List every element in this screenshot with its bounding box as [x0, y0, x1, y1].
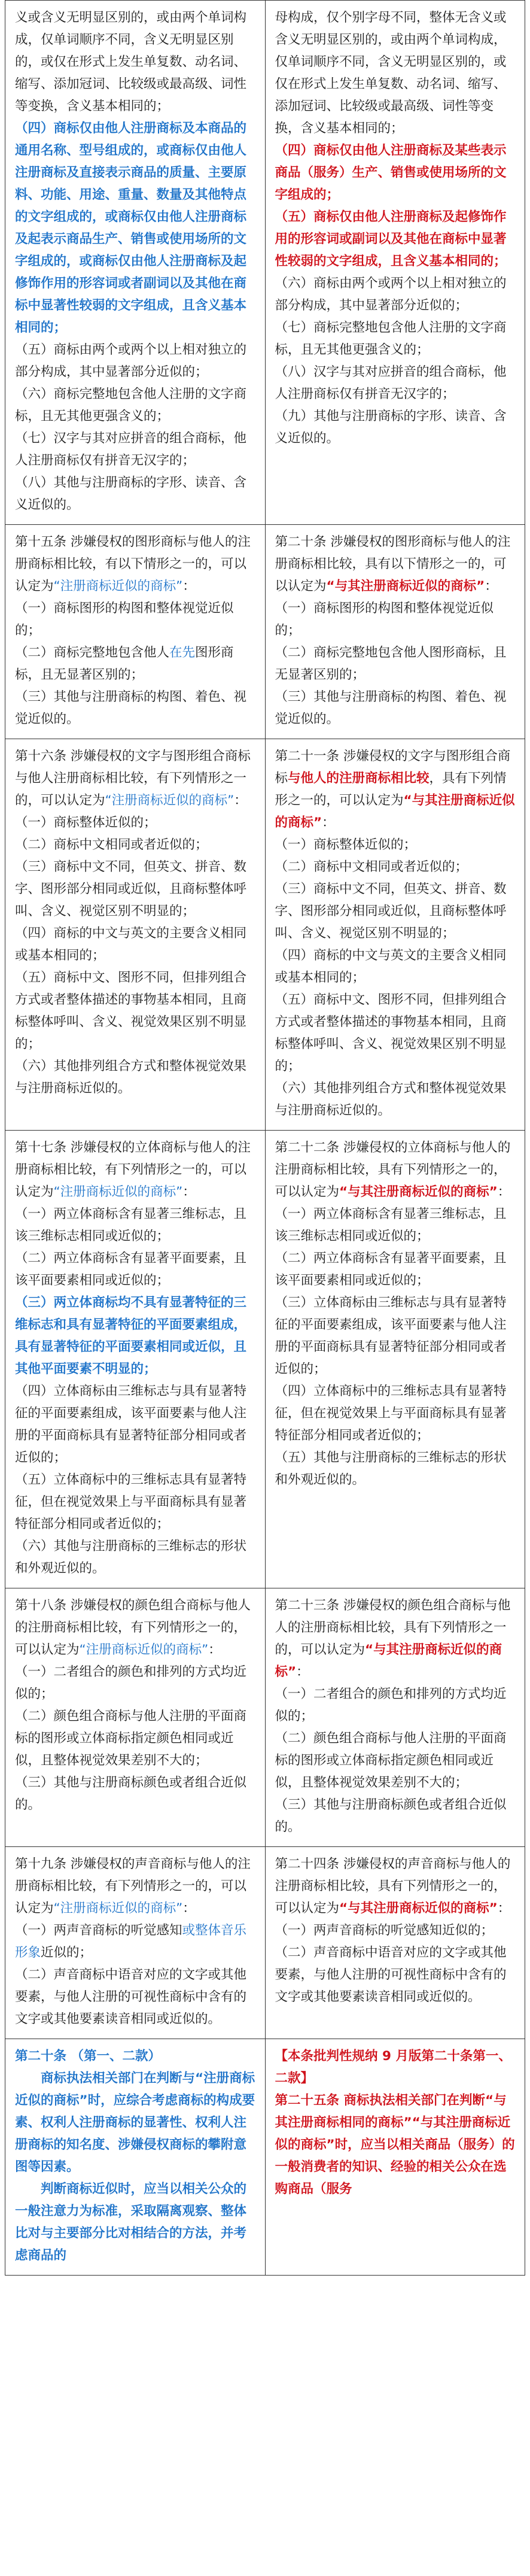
comparison-table — [5, 0, 525, 2276]
text-segment: ： — [182, 579, 196, 594]
text-segment: （九）其他与注册商标的字形、读音、含义近似的。 — [275, 409, 507, 446]
provision-paragraph — [15, 1853, 258, 1919]
text-segment: （二）商标完整地包含他人 — [15, 645, 170, 660]
provision-paragraph — [275, 139, 518, 206]
text-segment: （三）其他与注册商标颜色或者组合近似的。 — [275, 1797, 507, 1834]
provision-paragraph — [15, 856, 258, 922]
provision-paragraph — [275, 317, 518, 361]
text-segment: “注册商标近似的商标” — [53, 579, 183, 594]
new-provision-cell — [265, 2039, 525, 2276]
table-row — [5, 1, 525, 525]
provision-paragraph — [15, 1203, 258, 1247]
provision-paragraph — [275, 1942, 518, 2008]
text-segment: 义或含义无明显区别的，或由两个单词构成，仅单词顺序不同，含义无明显区别的，或仅在形式上发生单复数、动名词、缩写、添加冠词、比较级或最高级、词性等变换，含义基本相同的； — [15, 10, 247, 114]
text-segment: 近似的； — [41, 1945, 93, 1960]
text-segment: “与其注册商标近似的商标” — [339, 1901, 498, 1916]
text-segment: （五）商标中文、图形不同，但排列组合方式或者整体描述的事物基本相同，且商标整体呼叫、含义、视觉效果区别不明显的； — [15, 970, 247, 1052]
text-segment: 第十九条 涉嫌侵权的声音商标与他人的注册商标相比较，有下列情形之一的，可以认定为 — [15, 1857, 251, 1916]
text-segment: 与他人的注册商标相比较 — [288, 771, 430, 786]
text-segment: 判断商标近似时，应当以相关公众的一般注意力为标准，采取隔离观察、整体比对与主要部分比对相结合的方法，并考虑商品的 — [15, 2182, 247, 2263]
text-segment: ： — [182, 1184, 196, 1199]
text-segment: “与其注册商标近似的商标” — [275, 1642, 502, 1679]
provision-paragraph — [15, 117, 258, 339]
provision-paragraph — [275, 597, 518, 642]
text-segment: ： — [497, 1901, 511, 1916]
text-segment: （四）商标的中文与英文的主要含义相同或基本相同的； — [275, 948, 507, 985]
provision-paragraph — [275, 272, 518, 317]
provision-paragraph — [275, 834, 518, 856]
text-segment: （六）商标由两个或两个以上相对独立的部分构成，其中显著部分近似的； — [275, 276, 507, 313]
old-provision-cell — [5, 739, 266, 1131]
provision-paragraph — [275, 405, 518, 449]
text-segment: （四）立体商标由三维标志与具有显著特征的平面要素组成，该平面要素与他人注册的平面商标具有显著特征部分相同或者近似的； — [15, 1384, 247, 1465]
text-segment: （二）声音商标中语音对应的文字或其他要素，与他人注册的可视性商标中含有的文字或其他要素读音相同或近似的。 — [15, 1967, 247, 2027]
text-segment: （七）汉字与其对应拼音的组合商标，他人注册商标仅有拼音无汉字的； — [15, 431, 247, 468]
text-segment: （一）两立体商标含有显著三维标志，且该三维标志相同或近似的； — [15, 1207, 247, 1244]
table-row — [5, 1131, 525, 1588]
provision-paragraph — [275, 1292, 518, 1380]
provision-paragraph — [15, 427, 258, 472]
text-segment: “注册商标近似的商标” — [105, 793, 234, 808]
provision-paragraph — [275, 1727, 518, 1794]
provision-paragraph — [275, 745, 518, 834]
provision-paragraph — [15, 383, 258, 427]
table-row — [5, 525, 525, 739]
provision-paragraph — [15, 1964, 258, 2030]
provision-paragraph — [15, 597, 258, 642]
provision-paragraph — [15, 745, 258, 812]
old-provision-cell — [5, 1, 266, 525]
text-segment: （五）商标中文、图形不同，但排列组合方式或者整体描述的事物基本相同，且商标整体呼叫、含义、视觉效果区别不明显的； — [275, 992, 507, 1074]
provision-paragraph — [15, 1137, 258, 1203]
text-segment: 第二十二条 涉嫌侵权的立体商标与他人的注册商标相比较，具有下列情形之一的，可以认定为 — [275, 1140, 511, 1199]
provision-paragraph — [275, 1077, 518, 1122]
provision-paragraph — [275, 1380, 518, 1447]
text-segment: （二）颜色组合商标与他人注册的平面商标的图形或立体商标指定颜色相同或近似，且整体视觉效果差别不大的； — [15, 1709, 247, 1768]
text-segment: ，具有下列情形之一的，可以认定为 — [275, 771, 507, 808]
text-segment: 第十八条 涉嫌侵权的颜色组合商标与他人的注册商标相比较，有下列情形之一的，可以认定为 — [15, 1598, 251, 1657]
text-segment: 第十七条 涉嫌侵权的立体商标与他人的注册商标相比较，有下列情形之一的，可以认定为 — [15, 1140, 251, 1199]
provision-paragraph — [275, 1919, 518, 1942]
new-provision-cell — [265, 1, 525, 525]
provision-paragraph — [15, 686, 258, 730]
text-segment: （一）二者组合的颜色和排列的方式均近似的； — [15, 1664, 247, 1702]
provision-paragraph — [15, 2045, 258, 2067]
provision-paragraph — [275, 2089, 518, 2200]
text-segment: ： — [208, 1642, 221, 1657]
text-segment: （一）商标整体近似的； — [15, 815, 157, 830]
text-segment: “注册商标近似的商标” — [53, 1901, 183, 1916]
provision-paragraph — [275, 1853, 518, 1919]
provision-paragraph — [275, 531, 518, 597]
table-row — [5, 739, 525, 1131]
provision-paragraph — [15, 1469, 258, 1535]
new-provision-cell — [265, 1588, 525, 1847]
provision-paragraph — [15, 834, 258, 856]
text-segment: （四）商标仅由他人注册商标及本商品的通用名称、型号组成的，或商标仅由他人注册商标及直接表示商品的质量、主要原料、功能、用途、重量、数量及其他特点的文字组成的，或商标仅由他人注册商标及起表示商品生产、销售或使用场所的文字组成的，或商标仅由他人注册商标及起修饰作用的形容词或者副词以及其他在商标中显著性较弱的文字组成，且含义基本相同的； — [15, 121, 247, 335]
text-segment: 第二十五条 商标执法相关部门在判断“与其注册商标相同的商标”“与其注册商标近似的商标”时，应当以相关商品（服务）的一般消费者的知识、经验的相关公众在选购商品（服务 — [275, 2093, 515, 2197]
old-provision-cell — [5, 1131, 266, 1588]
table-row — [5, 1847, 525, 2039]
new-provision-cell — [265, 525, 525, 739]
text-segment: （三）商标中文不同，但英文、拼音、数字、图形部分相同或近似，且商标整体呼叫、含义、视觉区别不明显的； — [15, 859, 247, 919]
text-segment: （八）汉字与其对应拼音的组合商标，他人注册商标仅有拼音无汉字的； — [275, 364, 507, 402]
text-segment: （二）商标中文相同或者近似的； — [15, 837, 208, 852]
table-row — [5, 1588, 525, 1847]
old-provision-cell — [5, 1847, 266, 2039]
text-segment: （五）立体商标中的三维标志具有显著特征，但在视觉效果上与平面商标具有显著特征部分相同或者近似的； — [15, 1472, 247, 1532]
text-segment: （七）商标完整地包含他人注册的文字商标，且无其他更强含义的； — [275, 320, 507, 357]
text-segment: （四）商标仅由他人注册商标及某些表示商品（服务）生产、销售或使用场所的文字组成的； — [275, 143, 507, 202]
provision-paragraph — [15, 2067, 258, 2178]
old-provision-cell — [5, 525, 266, 739]
text-segment: “注册商标近似的商标” — [79, 1642, 209, 1657]
text-segment: （一）商标整体近似的； — [275, 837, 417, 852]
provision-paragraph — [15, 1705, 258, 1772]
text-segment: ： — [234, 793, 247, 808]
text-segment: （五）其他与注册商标的三维标志的形状和外观近似的。 — [275, 1450, 507, 1487]
provision-paragraph — [275, 1447, 518, 1491]
text-segment: ： — [497, 1184, 511, 1199]
text-segment: （一）二者组合的颜色和排列的方式均近似的； — [275, 1687, 507, 1724]
table-row — [5, 2039, 525, 2276]
text-segment: 【本条批判性规纳 9 月版第二十条第一、二款】 — [275, 2049, 511, 2086]
text-segment: 或整体音乐形象 — [15, 1923, 247, 1960]
text-segment: （六）商标完整地包含他人注册的文字商标，且无其他更强含义的； — [15, 387, 247, 424]
text-segment: （五）商标仅由他人注册商标及起修饰作用的形容词或副词以及其他在商标中显著性较弱的文字组成，且含义基本相同的； — [275, 209, 507, 269]
text-segment: （二）颜色组合商标与他人注册的平面商标的图形或立体商标指定颜色相同或近似，且整体视觉效果差别不大的； — [275, 1731, 507, 1790]
provision-paragraph — [275, 1794, 518, 1838]
text-segment: （五）商标由两个或两个以上相对独立的部分构成，其中显著部分近似的； — [15, 342, 247, 379]
text-segment: 第十六条 涉嫌侵权的文字与图形组合商标与他人注册商标相比较，有下列情形之一的，可以认定为 — [15, 749, 251, 808]
provision-paragraph — [15, 812, 258, 834]
text-segment: “与其注册商标近似的商标” — [339, 1184, 498, 1199]
provision-paragraph — [275, 878, 518, 944]
new-provision-cell — [265, 1131, 525, 1588]
provision-paragraph — [15, 339, 258, 383]
text-segment: （三）两立体商标均不具有显著特征的三维标志和具有显著特征的平面要素组成，具有显著特征的平面要素相同或近似，且其他平面要素不明显的； — [15, 1295, 247, 1377]
new-provision-cell — [265, 1847, 525, 2039]
provision-paragraph — [15, 531, 258, 597]
provision-paragraph — [275, 7, 518, 139]
provision-paragraph — [15, 1055, 258, 1099]
provision-paragraph — [275, 1683, 518, 1727]
provision-paragraph — [15, 1919, 258, 1964]
text-segment: 第二十条 （第一、二款） — [15, 2049, 161, 2064]
text-segment: 图形商标，且无显著区别的； — [15, 645, 234, 682]
text-segment: ： — [296, 1664, 309, 1679]
new-provision-cell — [265, 739, 525, 1131]
provision-paragraph — [15, 642, 258, 686]
provision-paragraph — [275, 1594, 518, 1683]
text-segment: 第二十条 涉嫌侵权的图形商标与他人的注册商标相比较，具有以下情形之一的，可以认定为 — [275, 534, 511, 594]
text-segment: （二）两立体商标含有显著平面要素，且该平面要素相同或近似的； — [275, 1251, 507, 1288]
text-segment: （二）声音商标中语音对应的文字或其他要素，与他人注册的可视性商标中含有的文字或其他要素读音相同或近似的。 — [275, 1945, 507, 2004]
text-segment: 第二十三条 涉嫌侵权的颜色组合商标与他人的注册商标相比较，具有下列情形之一的，可以认定为 — [275, 1598, 511, 1657]
provision-paragraph — [15, 1247, 258, 1292]
provision-paragraph — [275, 206, 518, 272]
text-segment: （二）商标完整地包含他人图形商标，且无显著区别的； — [275, 645, 507, 682]
provision-paragraph — [15, 1594, 258, 1661]
text-segment: （二）两立体商标含有显著平面要素，且该平面要素相同或近似的； — [15, 1251, 247, 1288]
provision-paragraph — [275, 1247, 518, 1292]
text-segment: ： — [485, 579, 498, 594]
provision-paragraph — [275, 361, 518, 405]
text-segment: （三）其他与注册商标的构图、着色、视觉近似的。 — [275, 689, 507, 727]
old-provision-cell — [5, 1588, 266, 1847]
text-segment: （一）两声音商标的听觉感知 — [15, 1923, 182, 1938]
provision-paragraph — [15, 1535, 258, 1579]
provision-paragraph — [275, 686, 518, 730]
provision-paragraph — [275, 1203, 518, 1247]
provision-paragraph — [15, 1292, 258, 1380]
text-segment: “与其注册商标近似的商标” — [326, 579, 485, 594]
text-segment: ： — [322, 815, 335, 830]
text-segment: （四）商标的中文与英文的主要含义相同或基本相同的； — [15, 926, 247, 963]
provision-paragraph — [275, 2045, 518, 2089]
text-segment: （一）两声音商标的听觉感知近似的； — [275, 1923, 494, 1938]
text-segment: （六）其他排列组合方式和整体视觉效果与注册商标近似的。 — [15, 1059, 247, 1096]
comparison-document — [5, 0, 525, 2576]
provision-paragraph — [15, 2178, 258, 2267]
text-segment: （八）其他与注册商标的字形、读音、含义近似的。 — [15, 475, 247, 512]
text-segment: （三）立体商标由三维标志与具有显著特征的平面要素组成，该平面要素与他人注册的平面商标具有显著特征部分相同或者近似的； — [275, 1295, 507, 1377]
provision-paragraph — [275, 1137, 518, 1203]
text-segment: （六）其他与注册商标的三维标志的形状和外观近似的。 — [15, 1539, 247, 1576]
text-segment: 第十五条 涉嫌侵权的图形商标与他人的注册商标相比较，有以下情形之一的，可以认定为 — [15, 534, 251, 594]
text-segment: （一）商标图形的构图和整体视觉近似的； — [275, 601, 494, 638]
text-segment: 第二十四条 涉嫌侵权的声音商标与他人的注册商标相比较，具有下列情形之一的，可以认定为 — [275, 1857, 511, 1916]
provision-paragraph — [15, 472, 258, 516]
text-segment: 在先 — [169, 645, 196, 660]
provision-paragraph — [15, 922, 258, 967]
text-segment: （六）其他排列组合方式和整体视觉效果与注册商标近似的。 — [275, 1081, 507, 1118]
text-segment: 母构成，仅个别字母不同，整体无含义或含义无明显区别的，或由两个单词构成，仅单词顺序不同，含义无明显区别的，或仅在形式上发生单复数、动名词、缩写、添加冠词、比较级或最高级、词性等变换，含义基本相同的； — [275, 10, 507, 136]
text-segment: 第二十一条 涉嫌侵权的文字与图形组合商标 — [275, 749, 511, 786]
text-segment: （三）商标中文不同，但英文、拼音、数字、图形部分相同或近似，且商标整体呼叫、含义、视觉区别不明显的； — [275, 882, 507, 941]
provision-paragraph — [15, 967, 258, 1055]
provision-paragraph — [275, 856, 518, 878]
text-segment: （三）其他与注册商标颜色或者组合近似的。 — [15, 1775, 247, 1812]
provision-paragraph — [15, 1380, 258, 1469]
text-segment: 商标执法相关部门在判断与“注册商标近似的商标”时，应综合考虑商标的构成要素、权利人注册商标的显著性、权利人注册商标的知名度、涉嫌侵权商标的攀附意图等因素。 — [15, 2071, 255, 2174]
text-segment: ： — [182, 1901, 196, 1916]
text-segment: （一）两立体商标含有显著三维标志，且该三维标志相同或近似的； — [275, 1207, 507, 1244]
text-segment: （三）其他与注册商标的构图、着色、视觉近似的。 — [15, 689, 247, 727]
text-segment: （四）立体商标中的三维标志具有显著特征，但在视觉效果上与平面商标具有显著特征部分相同或者近似的； — [275, 1384, 507, 1443]
provision-paragraph — [15, 1661, 258, 1705]
text-segment: （一）商标图形的构图和整体视觉近似的； — [15, 601, 234, 638]
old-provision-cell — [5, 2039, 266, 2276]
provision-paragraph — [15, 7, 258, 117]
text-segment: “注册商标近似的商标” — [53, 1184, 183, 1199]
provision-paragraph — [15, 1772, 258, 1816]
provision-paragraph — [275, 989, 518, 1077]
text-segment: （二）商标中文相同或者近似的； — [275, 859, 468, 874]
provision-paragraph — [275, 642, 518, 686]
provision-paragraph — [275, 944, 518, 989]
text-segment: “与其注册商标近似的商标” — [275, 793, 515, 830]
